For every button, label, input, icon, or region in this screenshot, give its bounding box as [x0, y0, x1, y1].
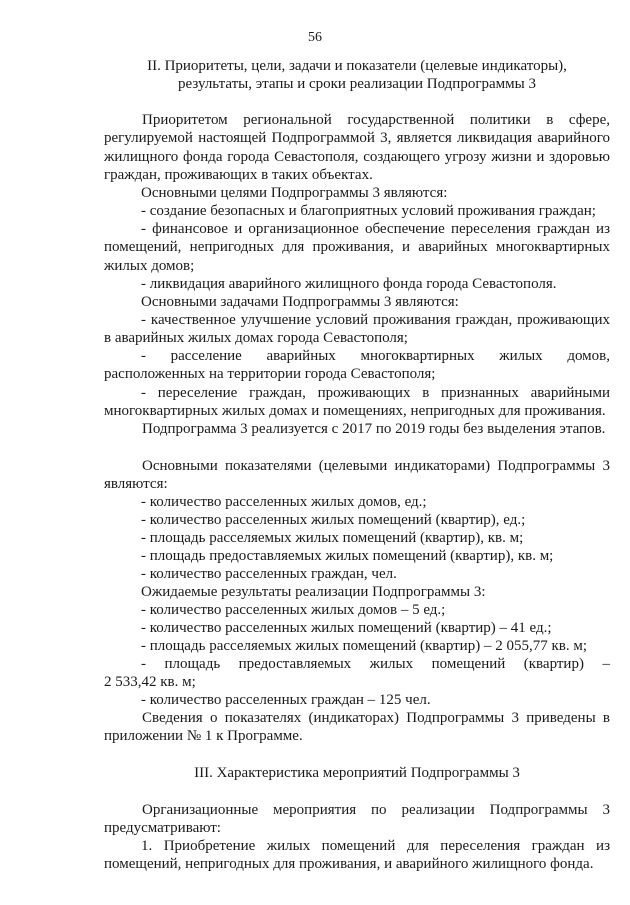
goal-item: - ликвидация аварийного жилищного фонда города Севастополя. [141, 276, 557, 292]
result-area-word: (квартир) [523, 656, 584, 672]
page-number: 56 [308, 30, 322, 45]
result-area-word: помещений [431, 656, 506, 672]
result-area-word: жилых [369, 656, 414, 672]
result-area-word: – [602, 656, 610, 672]
section-3-title: III. Характеристика мероприятий Подпрограммы 3 [194, 765, 520, 781]
goal-item: - создание безопасных и благоприятных условий проживания граждан; [141, 203, 596, 219]
measures-intro: Организационные мероприятия по реализации Подпрограммы 3 предусматривают: [104, 802, 610, 837]
appendix-paragraph: Сведения о показателях (индикаторах) Подпрограммы 3 приведены в приложении № 1 к Программе. [104, 710, 610, 745]
period-paragraph: Подпрограмма 3 реализуется с 2017 по 2019 годы без выделения этапов. [142, 421, 606, 437]
indicator-item: - количество расселенных жилых домов, ед.; [141, 494, 427, 510]
tasks-intro: Основными задачами Подпрограммы 3 являются: [141, 294, 459, 310]
result-area-word: предоставляемых [238, 656, 352, 672]
result-item: - количество расселенных жилых помещений (квартир) – 41 ед.; [141, 620, 552, 636]
result-item: - количество расселенных жилых домов – 5 ед.; [141, 602, 446, 618]
indicator-item: - количество расселенных граждан, чел. [141, 566, 397, 582]
results-intro: Ожидаемые результаты реализации Подпрограммы 3: [141, 584, 486, 600]
result-item: - площадь расселяемых жилых помещений (квартир) – 2 055,77 кв. м; [141, 638, 587, 654]
indicators-intro: Основными показателями (целевыми индикаторами) Подпрограммы 3 являются: [104, 458, 610, 493]
result-area-word: - [141, 656, 146, 672]
goals-intro: Основными целями Подпрограммы 3 являются: [141, 185, 448, 201]
section-2-title [104, 57, 610, 94]
indicator-item: - количество расселенных жилых помещений (квартир), ед.; [141, 512, 526, 528]
goal-item: - финансовое и организационное обеспечение переселения граждан из помещений, непригодных для проживания, и аварийных многоквартирных жилых домов; [104, 221, 610, 274]
result-area-line [104, 655, 610, 673]
result-item: - количество расселенных граждан – 125 чел. [141, 692, 431, 708]
priority-paragraph: Приоритетом региональной государственной политики в сфере, регулируемой настоящей Подпрограммой 3, является ликвидация аварийного жилищного фонда города Севастополя, создающего угрозу жизни и здоровью граждан, проживающих в таких объектах. [104, 112, 610, 183]
indicator-item: - площадь расселяемых жилых помещений (квартир), кв. м; [141, 530, 524, 546]
task-item: - переселение граждан, проживающих в признанных аварийными многоквартирных жилых домах и помещениях, непригодных для проживания. [104, 385, 610, 420]
section-2-title-line-2: результаты, этапы и сроки реализации Подпрограммы 3 [178, 76, 536, 93]
task-item: - качественное улучшение условий проживания граждан, проживающих в аварийных жилых домах города Севастополя; [104, 312, 610, 347]
result-area-value: 2 533,42 кв. м; [104, 674, 196, 691]
result-item-area [104, 655, 610, 692]
indicator-item: - площадь предоставляемых жилых помещений (квартир), кв. м; [141, 548, 554, 564]
measure-item-1: 1. Приобретение жилых помещений для переселения граждан из помещений, непригодных для проживания, и аварийного жилищного фонда. [104, 838, 610, 873]
section-2-title-line-1: II. Приоритеты, цели, задачи и показатели (целевые индикаторы), [147, 58, 567, 74]
task-item: - расселение аварийных многоквартирных жилых домов, расположенных на территории города Севастополя; [104, 348, 610, 383]
result-area-word: площадь [164, 656, 221, 672]
